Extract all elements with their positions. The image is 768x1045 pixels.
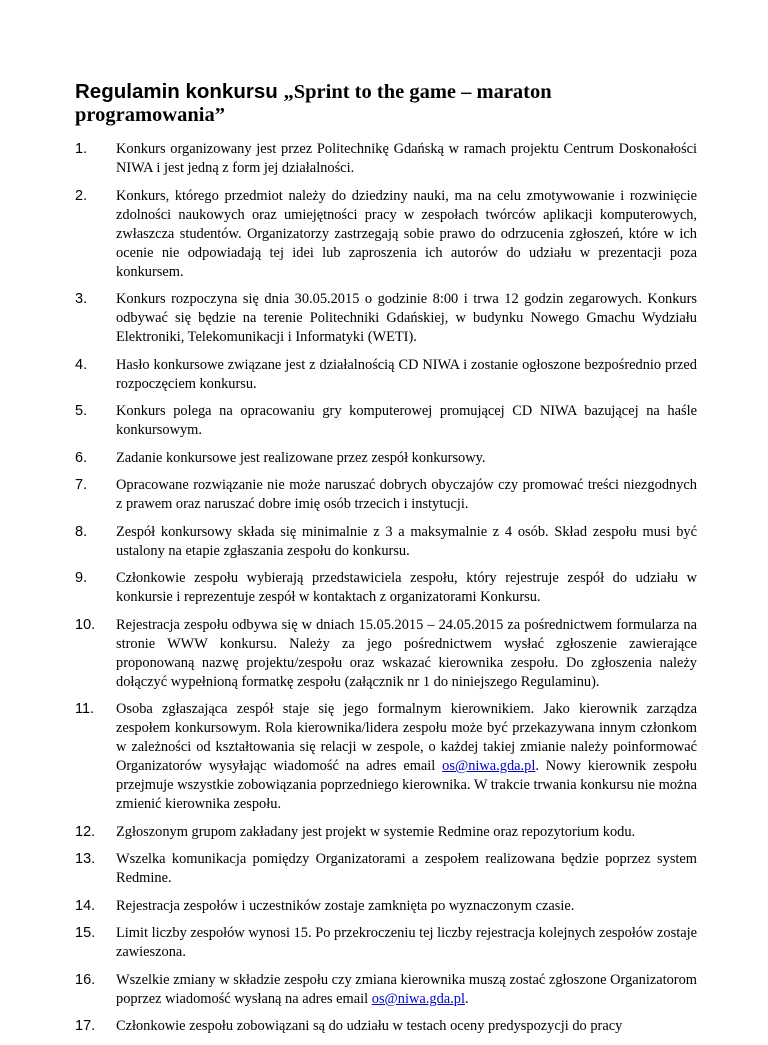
email-link[interactable]: os@niwa.gda.pl (442, 758, 536, 774)
rule-text-after: . (464, 990, 469, 1007)
rule-number: 11. (75, 701, 95, 717)
document-title (75, 80, 635, 127)
title-part-sans: Regulamin konkursu (75, 80, 284, 103)
rule-text: Zgłoszonym grupom zakładany jest projekt w systemie Redmine oraz repozytorium kodu. (116, 823, 636, 840)
rule-number: 8. (75, 523, 88, 540)
rule-item (75, 850, 697, 888)
rule-number: 10. (75, 616, 96, 633)
rule-text: Konkurs rozpoczyna się dnia 30.05.2015 o godzinie 8:00 i trwa 12 godzin zegarowych. Konkurs odbywać się będzie na terenie Politechniki Gdańskiej, w budynku Nowego Gmachu Wydziału Elektroniki, Telekomunikacji i Informatyki (WETI). (116, 291, 697, 345)
rule-number: 7. (75, 477, 88, 493)
rule-item (75, 449, 697, 468)
rule-number: 13. (75, 851, 96, 867)
rule-item (75, 971, 697, 1009)
rule-text: Zespół konkursowy składa się minimalnie z 3 a maksymalnie z 4 osób. Skład zespołu musi być ustalony na etapie zgłaszania zespołu do konkursu. (116, 523, 697, 559)
rule-number: 17. (75, 1018, 96, 1034)
rules-list (75, 140, 697, 1045)
email-link[interactable]: os@niwa.gda.pl (371, 990, 465, 1007)
rule-item (75, 187, 697, 282)
rule-text (116, 700, 697, 814)
rule-number: 3. (75, 291, 88, 307)
rule-number: 14. (75, 897, 96, 914)
rule-text: Opracowane rozwiązanie nie może naruszać dobrych obyczajów czy promować treści niezgodnych z prawem oraz naruszać dobre imię osób trzecich i instytucji. (116, 477, 697, 512)
rule-item (75, 924, 697, 962)
rule-item (75, 476, 697, 514)
rule-text: Konkurs, którego przedmiot należy do dziedziny nauki, ma na celu zmotywowanie i rozwinięcie zdolności naukowych oraz umiejętności pracy w zespołach twórców aplikacji komputerowych, zwłaszcza studentów. Organizatorzy zastrzegają sobie prawo do odrzucenia zgłoszeń, które w ich ocenie nie odpowiadają tej idei lub zaproszenia ich autorów do udziału w prezentacji poza konkursem. (116, 187, 697, 280)
rule-text (116, 971, 697, 1009)
rule-item (75, 700, 697, 814)
rule-item (75, 616, 697, 692)
rule-number: 15. (75, 925, 96, 941)
rule-item (75, 140, 697, 178)
rule-item (75, 897, 697, 916)
rule-text: Wszelka komunikacja pomiędzy Organizatorami a zespołem realizowana będzie poprzez system Redmine. (116, 851, 697, 886)
title-part-serif: „Sprint to the game – maraton programowania” (75, 81, 552, 126)
rule-number: 2. (75, 187, 88, 204)
rule-item (75, 356, 697, 394)
rule-number: 12. (75, 823, 96, 840)
rule-text: Członkowie zespołu zobowiązani są do udziału w testach oceny predyspozycji do pracy (116, 1018, 623, 1034)
rule-text-before: Osoba zgłaszająca zespół staje się jego formalnym kierownikiem. Jako kierownik zarządza zespołem konkursowym. Rola kierownika/lidera zespołu może być przekazywana innym członkom w zależności od kształtowania się relacji w zespole, o każdej takiej zmianie należy poinformować Organizatorów wysyłając wiadomość na adres email (116, 701, 697, 774)
rule-text: Konkurs organizowany jest przez Politechnikę Gdańską w ramach projektu Centrum Doskonałości NIWA i jest jedną z form jej działalności. (116, 141, 697, 176)
rule-text: Członkowie zespołu wybierają przedstawiciela zespołu, który rejestruje zespół do udziału w konkursie i reprezentuje zespół w kontaktach z organizatorami Konkursu. (116, 570, 697, 605)
rule-item (75, 1017, 697, 1036)
rule-item (75, 402, 697, 440)
rule-number: 9. (75, 570, 88, 586)
rule-text: Hasło konkursowe związane jest z działalnością CD NIWA i zostanie ogłoszone bezpośrednio przed rozpoczęciem konkursu. (116, 356, 697, 392)
rule-text: Zadanie konkursowe jest realizowane przez zespół konkursowy. (116, 449, 486, 466)
rule-text: Rejestracja zespołów i uczestników zostaje zamknięta po wyznaczonym czasie. (116, 897, 575, 914)
rule-text: Rejestracja zespołu odbywa się w dniach 15.05.2015 – 24.05.2015 za pośrednictwem formularza na stronie WWW konkursu. Należy za jego pośrednictwem wysłać zgłoszenie zawierające proponowaną nazwę projektu/zespołu oraz wskazać kierownika zespołu. Do zgłoszenia należy dołączyć wypełnioną formatkę zespołu (załącznik nr 1 do niniejszego Regulaminu). (116, 616, 697, 690)
rule-text-before: Wszelkie zmiany w składzie zespołu czy zmiana kierownika muszą zostać zgłoszone Organizatorom poprzez wiadomość wysłaną na adres email (116, 971, 697, 1007)
rule-number: 16. (75, 971, 96, 988)
rule-text: Limit liczby zespołów wynosi 15. Po przekroczeniu tej liczby rejestracja kolejnych zespołów zostaje zawieszona. (116, 925, 697, 960)
rule-item (75, 523, 697, 561)
rule-item (75, 569, 697, 607)
rule-number: 6. (75, 449, 88, 466)
rule-item (75, 823, 697, 842)
rule-text-after: . Nowy kierownik zespołu przejmuje wszystkie zobowiązania poprzedniego kierownika. W trakcie trwania konkursu nie można zmienić kierownika zespołu. (116, 758, 697, 812)
rule-number: 1. (75, 141, 88, 157)
rule-item (75, 290, 697, 347)
rule-text: Konkurs polega na opracowaniu gry komputerowej promującej CD NIWA bazującej na haśle konkursowym. (116, 403, 697, 438)
rule-number: 4. (75, 356, 88, 373)
rule-number: 5. (75, 403, 88, 419)
